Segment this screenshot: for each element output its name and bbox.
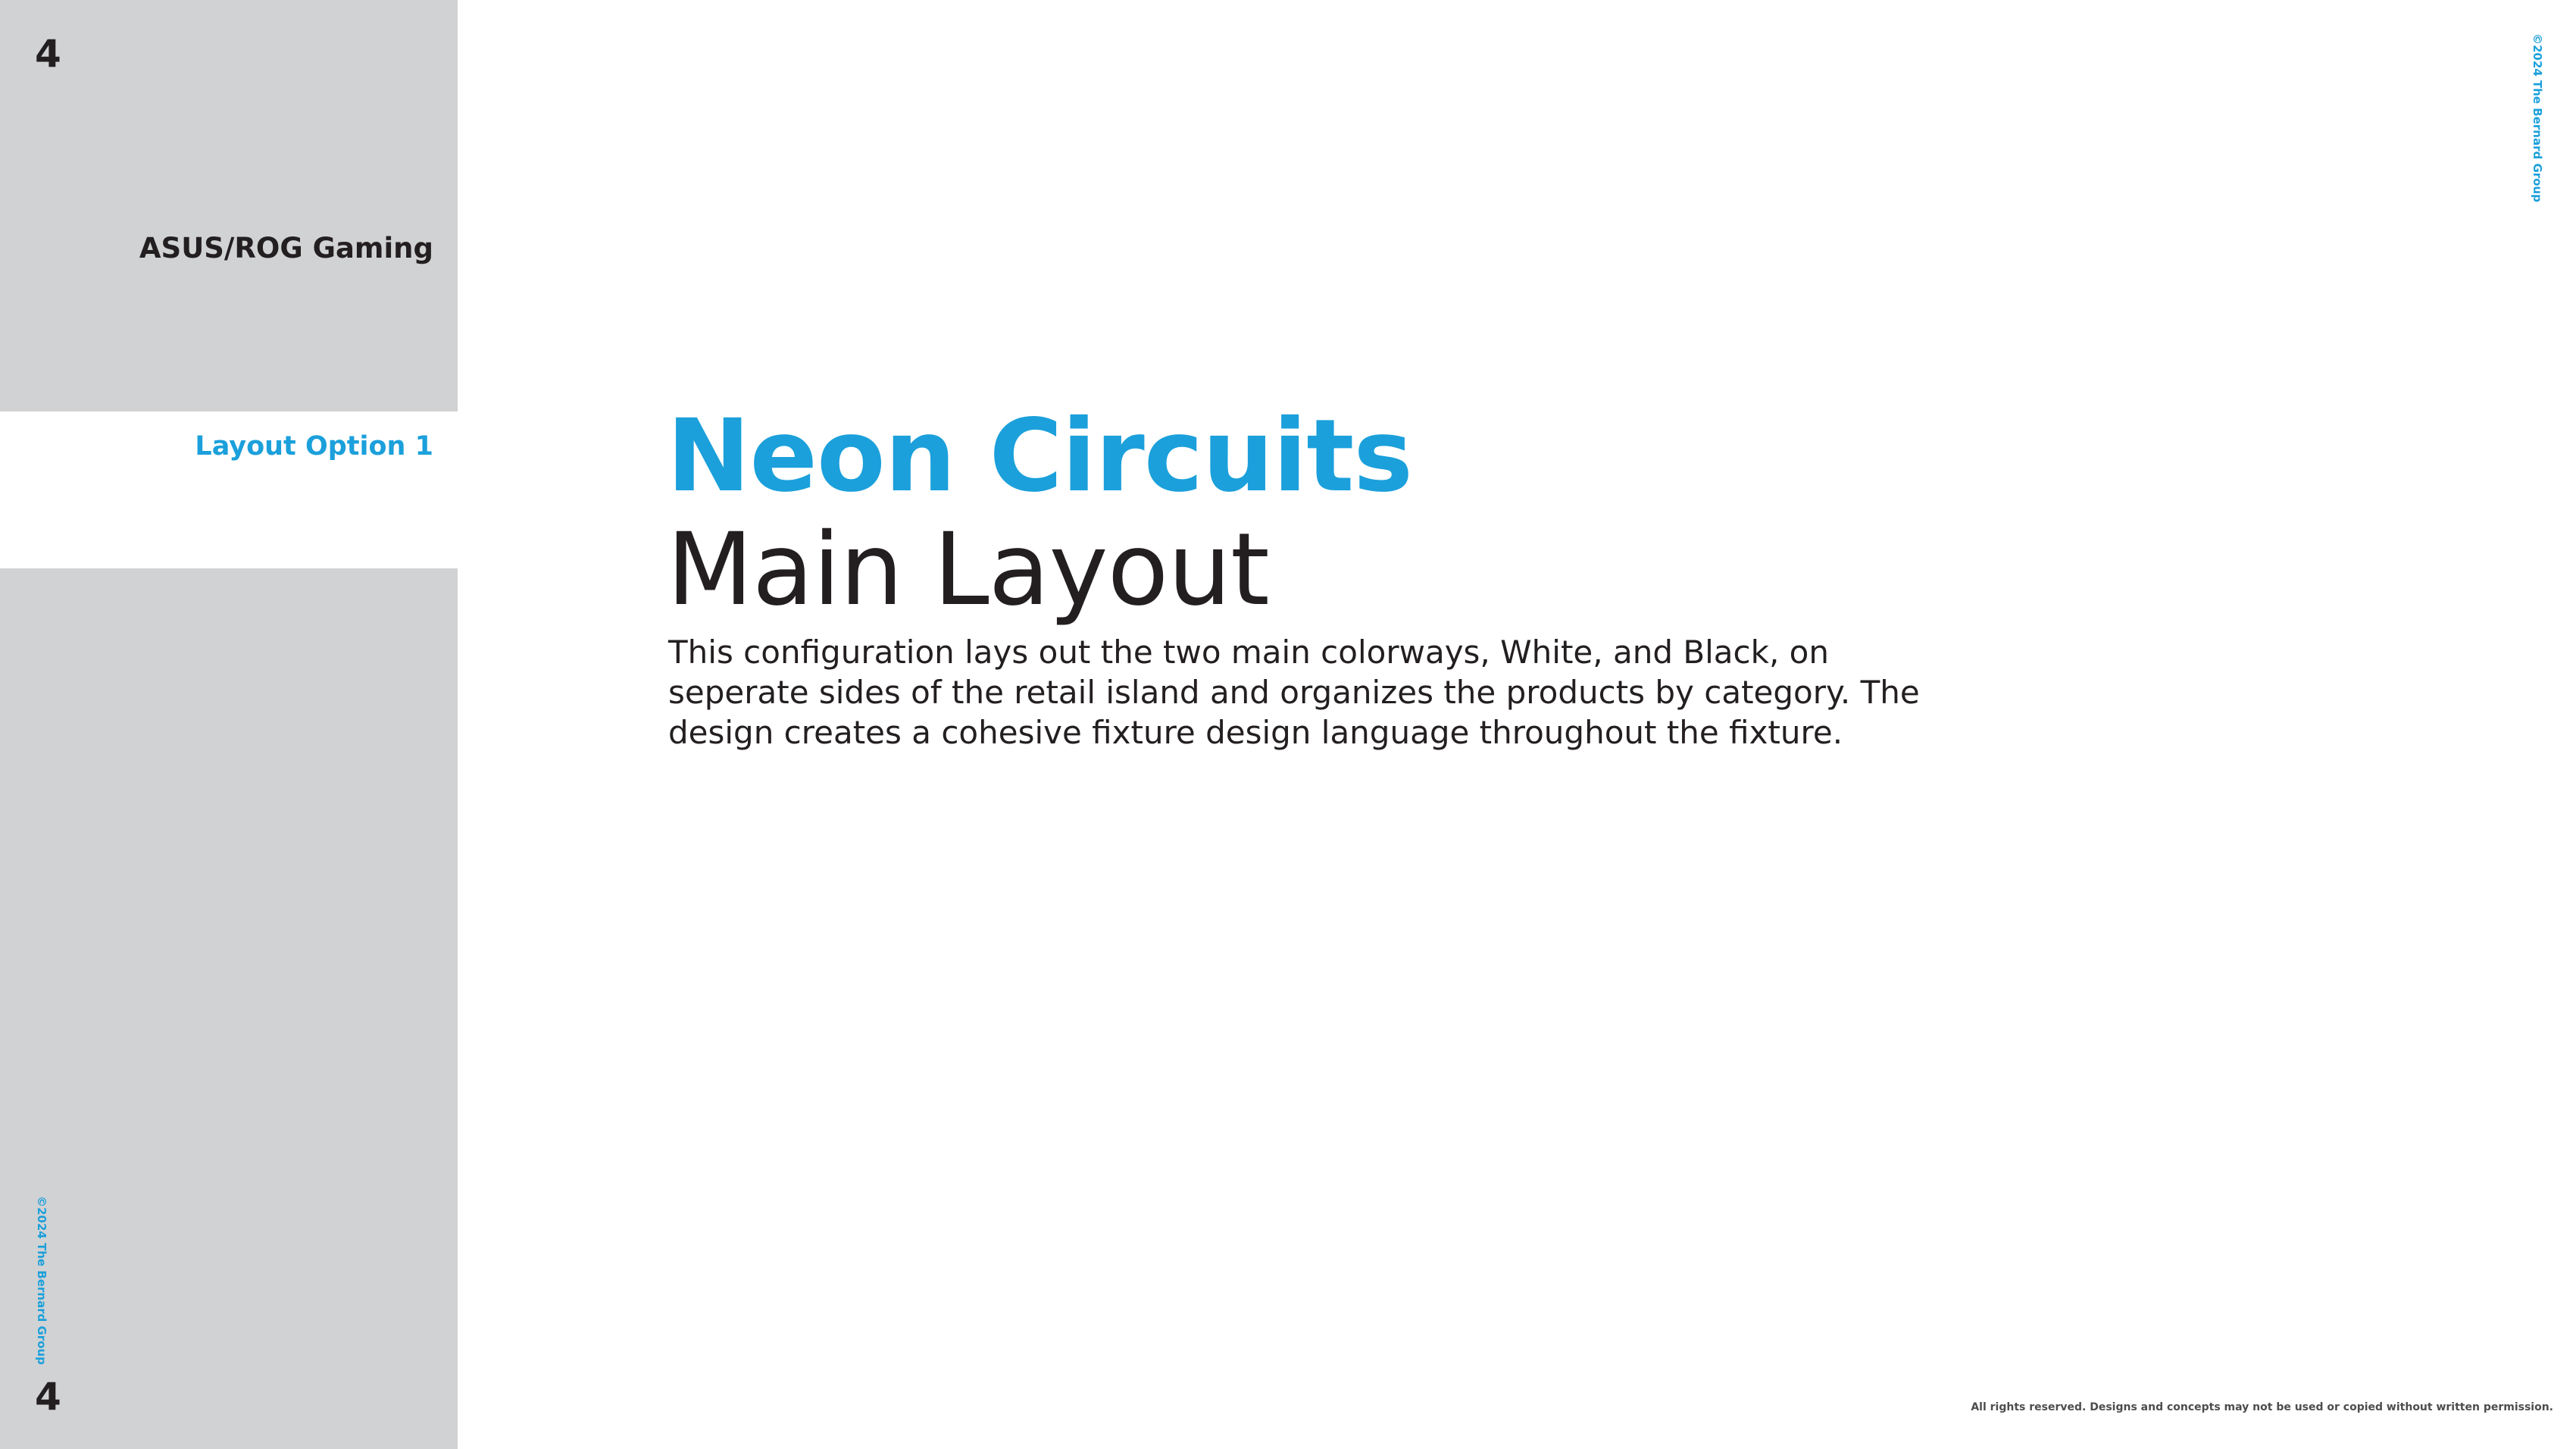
subsection-label: Layout Option 1: [195, 431, 433, 462]
copyright-vertical-left: ©2024 The Bernard Group: [35, 1196, 48, 1365]
page-number-top: 4: [35, 32, 61, 76]
page-title: Neon Circuits: [667, 398, 1412, 515]
footer-rights-note: All rights reserved. Designs and concepts may not be used or copied without written permission.: [1971, 1401, 2553, 1413]
section-label: ASUS/ROG Gaming: [139, 232, 433, 264]
page-number-bottom: 4: [35, 1375, 61, 1419]
copyright-vertical-right: ©2024 The Bernard Group: [2531, 33, 2544, 202]
sidebar-panel: [0, 0, 458, 1449]
body-paragraph: This configuration lays out the two main colorways, White, and Black, on seperate sides of the retail island and organizes the products by category. The design creates a cohesive fixture design language throughout the fixture.: [668, 634, 1920, 751]
page-subtitle: Main Layout: [667, 512, 1269, 628]
